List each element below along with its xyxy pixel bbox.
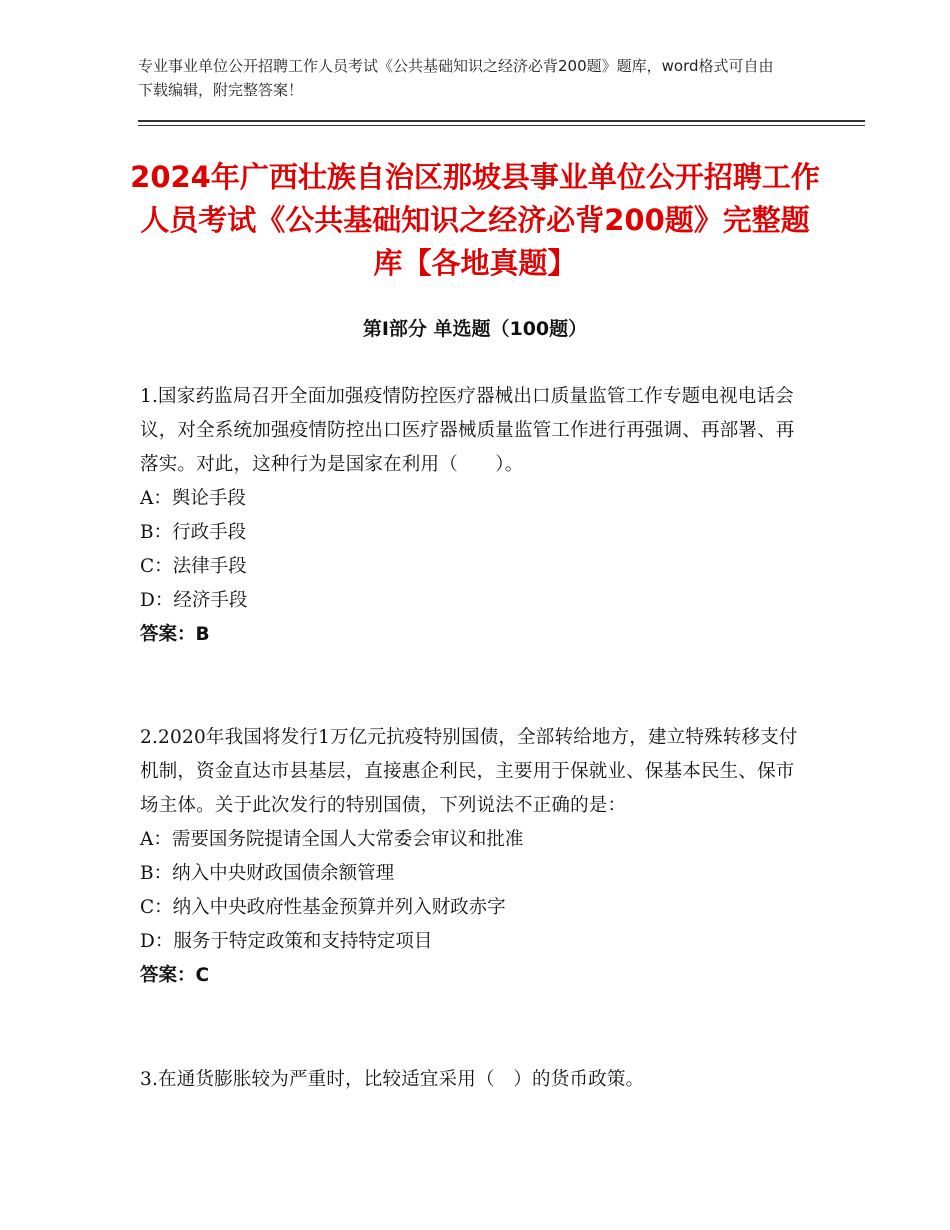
option-a: A：舆论手段: [140, 488, 246, 509]
section-title: 第Ⅰ部分 单选题（100题）: [362, 318, 588, 340]
question-stem: 1.国家药监局召开全面加强疫情防控医疗器械出口质量监管工作专题电视电话会议，对全系统加强疫情防控出口医疗器械质量监管工作进行再强调、再部署、再落实。对此，这种行为是国家在利用（ ）。: [140, 386, 795, 475]
option-b: B：行政手段: [140, 522, 247, 543]
question-stem: 3.在通货膨胀较为严重时，比较适宜采用（ ）的货币政策。: [140, 1069, 645, 1090]
header-divider-thin: [138, 125, 865, 126]
question-3: [140, 1063, 800, 1097]
question-1: [140, 380, 800, 652]
option-b: B：纳入中央财政国债余额管理: [140, 863, 395, 884]
answer: 答案：B: [140, 624, 210, 645]
option-d: D：服务于特定政策和支持特定项目: [140, 931, 433, 952]
question-stem: 2.2020年我国将发行1万亿元抗疫特别国债，全部转给地方，建立特殊转移支付机制，资金直达市县基层，直接惠企利民，主要用于保就业、保基本民生、保市场主体。关于此次发行的特别国债，下列说法不正确的是：: [140, 727, 798, 816]
option-c: C：法律手段: [140, 556, 247, 577]
option-c: C：纳入中央政府性基金预算并列入财政赤字: [140, 897, 506, 918]
option-d: D：经济手段: [140, 590, 248, 611]
option-a: A：需要国务院提请全国人大常委会审议和批准: [140, 829, 524, 850]
question-2: [140, 721, 800, 993]
header-note: 专业事业单位公开招聘工作人员考试《公共基础知识之经济必背200题》题库，word格式可自由下载编辑，附完整答案！: [138, 57, 774, 99]
header-divider: [138, 120, 865, 122]
answer: 答案：C: [140, 965, 210, 986]
document-title: 2024年广西壮族自治区那坡县事业单位公开招聘工作人员考试《公共基础知识之经济必背200题》完整题库【各地真题】: [130, 160, 820, 280]
